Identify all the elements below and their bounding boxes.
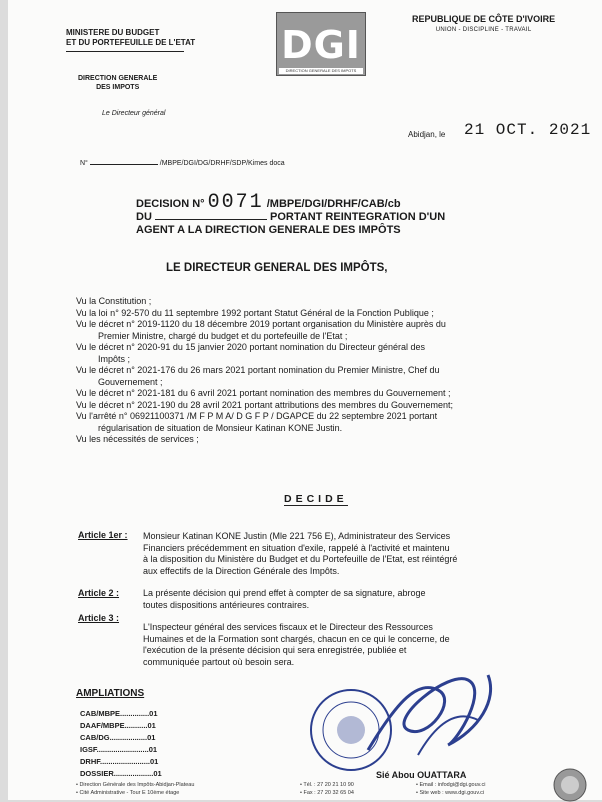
visa-line: Vu le décret n° 2020-91 du 15 janvier 2020 portant nomination du Directeur général des	[76, 342, 425, 352]
director-label: Le Directeur général	[102, 110, 166, 117]
article-2-body	[143, 588, 555, 611]
reference-prefix: N°	[80, 160, 88, 167]
dgi-heading	[78, 74, 157, 92]
ampliation-item: DOSSIER...................01	[80, 769, 162, 778]
visa-line: Vu le décret n° 2021-190 du 28 avril 2021 portant attributions des membres du Gouvernement;	[76, 399, 453, 410]
footer-address	[76, 781, 194, 797]
visa-line: régularisation de situation de Monsieur Katinan KONE Justin.	[98, 422, 343, 433]
article-2-line: toutes dispositions antérieures contraires.	[143, 599, 310, 610]
article-3-line: l'exécution de la présente décision qui sera enregistrée, publiée et	[143, 645, 407, 655]
republic-motto: UNION - DISCIPLINE - TRAVAIL	[435, 27, 532, 33]
dgi-line-1: DIRECTION GENERALE	[78, 75, 158, 82]
ampliations-list	[80, 708, 200, 780]
decision-du: DU	[136, 211, 152, 223]
article-1-label: Article 1er :	[78, 530, 128, 540]
signature-icon	[358, 660, 508, 770]
ampliation-item: IGSF.........................01	[80, 745, 158, 754]
document-title: LE DIRECTEUR GENERAL DES IMPÔTS,	[166, 262, 388, 274]
decide-heading: DECIDE	[284, 493, 348, 505]
decision-label: DECISION N°	[136, 198, 205, 210]
decision-subject-2: AGENT A LA DIRECTION GENERALE DES IMPÔTS	[136, 224, 401, 236]
header-rule	[66, 51, 184, 52]
dgi-logo	[276, 12, 366, 76]
footer-line: • Site web : www.dgi.gouv.ci	[416, 790, 485, 796]
visas-list	[76, 296, 570, 446]
dgi-line-2: DES IMPOTS	[96, 84, 140, 91]
ampliation-item: CAB/MBPE..............01	[80, 709, 158, 718]
ministry-header	[66, 28, 195, 52]
ampliation-item: DRHF........................01	[80, 757, 159, 766]
article-3-line: communiquée partout où besoin sera.	[143, 656, 295, 667]
visa-line: Vu la Constitution ;	[76, 296, 152, 306]
decision-ref: /MBPE/DGI/DRHF/CAB/cb	[266, 198, 401, 210]
signatory-name: Sié Abou OUATTARA	[376, 770, 467, 780]
reference-line	[80, 160, 285, 167]
article-2-line: La présente décision qui prend effet à compter de sa signature, abroge	[143, 588, 426, 598]
logo-text: DGI	[281, 23, 361, 67]
decision-number: 0071	[207, 191, 264, 214]
footer-line: • Email : infodgi@dgi.gouv.ci	[416, 782, 486, 788]
visa-line: Vu la loi n° 92-570 du 11 septembre 1992 portant Statut Général de la Fonction Publique ;	[76, 307, 434, 318]
article-3-line: Humaines et de la Formation sont chargés, chacun en ce qui le concerne, de	[143, 633, 450, 644]
visa-line: Gouvernement ;	[98, 376, 163, 387]
ministry-line-2: ET DU PORTEFEUILLE DE L'ETAT	[66, 38, 196, 47]
footer-line: • Tél. : 27 20 21 10 90	[300, 782, 354, 788]
reference-suffix: /MBPE/DGI/DG/DRHF/SDP/Kimes doca	[159, 160, 285, 167]
decision-date-blank	[155, 219, 267, 220]
emblem-icon	[553, 768, 587, 802]
ampliation-item: DAAF/MBPE...........01	[80, 721, 156, 730]
footer-line: • Fax : 27 20 32 65 04	[300, 790, 354, 796]
visa-line: Vu l'arrêté n° 06921100371 /M F P M A/ D G F P / DGAPCE du 22 septembre 2021 portant	[76, 411, 438, 421]
decision-block	[136, 191, 446, 237]
visa-line: Vu le décret n° 2021-176 du 26 mars 2021 portant nomination du Premier Ministre, Chef du	[76, 365, 440, 375]
visa-line: Premier Ministre, chargé du budget et du portefeuille de l'Etat ;	[98, 330, 348, 341]
logo-caption: DIRECTION GENERALE DES IMPOTS	[279, 68, 363, 74]
visa-line: Vu le décret n° 2019-1120 du 18 décembre 2019 portant organisation du Ministère auprès du	[76, 319, 446, 329]
article-3-line: L'Inspecteur général des services fiscaux et le Directeur des Ressources	[143, 622, 433, 632]
decision-subject-1: PORTANT REINTEGRATION D'UN	[270, 211, 446, 223]
republic-header	[412, 14, 555, 36]
article-1-line: aux effectifs de la Direction Générale des Impôts.	[143, 565, 340, 576]
article-1-line: Monsieur Katinan KONE Justin (Mle 221 756 E), Administrateur des Services	[143, 531, 451, 541]
date-stamp: 21 OCT. 2021	[464, 121, 592, 139]
footer-contact	[416, 781, 485, 797]
footer-phone	[300, 781, 354, 797]
article-3-label: Article 3 :	[78, 613, 120, 623]
reference-blank	[90, 164, 158, 165]
document-page	[8, 0, 602, 800]
ampliation-item: CAB/DG..................01	[80, 733, 156, 742]
visa-line: Impôts ;	[98, 353, 131, 364]
republic-name: REPUBLIQUE DE CÔTE D'IVOIRE	[412, 14, 556, 24]
article-1-line: Financiers précédemment en situation d'exile, rappelé à l'activité et maintenu	[143, 542, 450, 553]
article-2-label: Article 2 :	[78, 588, 120, 598]
article-1-body	[143, 531, 555, 577]
ministry-line-1: MINISTERE DU BUDGET	[66, 28, 160, 37]
ampliations-title: AMPLIATIONS	[76, 688, 145, 699]
article-1-line: à la disposition du Ministère du Budget et du Portefeuille de l'Etat, est réintégré	[143, 554, 458, 564]
visa-line: Vu le décret n° 2021-181 du 6 avril 2021 portant nomination des membres du Gouvernement ;	[76, 388, 451, 398]
visa-line: Vu les nécessités de services ;	[76, 434, 199, 444]
footer-line: • Direction Générale des Impôts-Abidjan-Plateau	[76, 782, 195, 788]
date-place: Abidjan, le	[408, 130, 446, 139]
footer-line: • Cité Administrative - Tour E 10ème étage	[76, 790, 180, 796]
